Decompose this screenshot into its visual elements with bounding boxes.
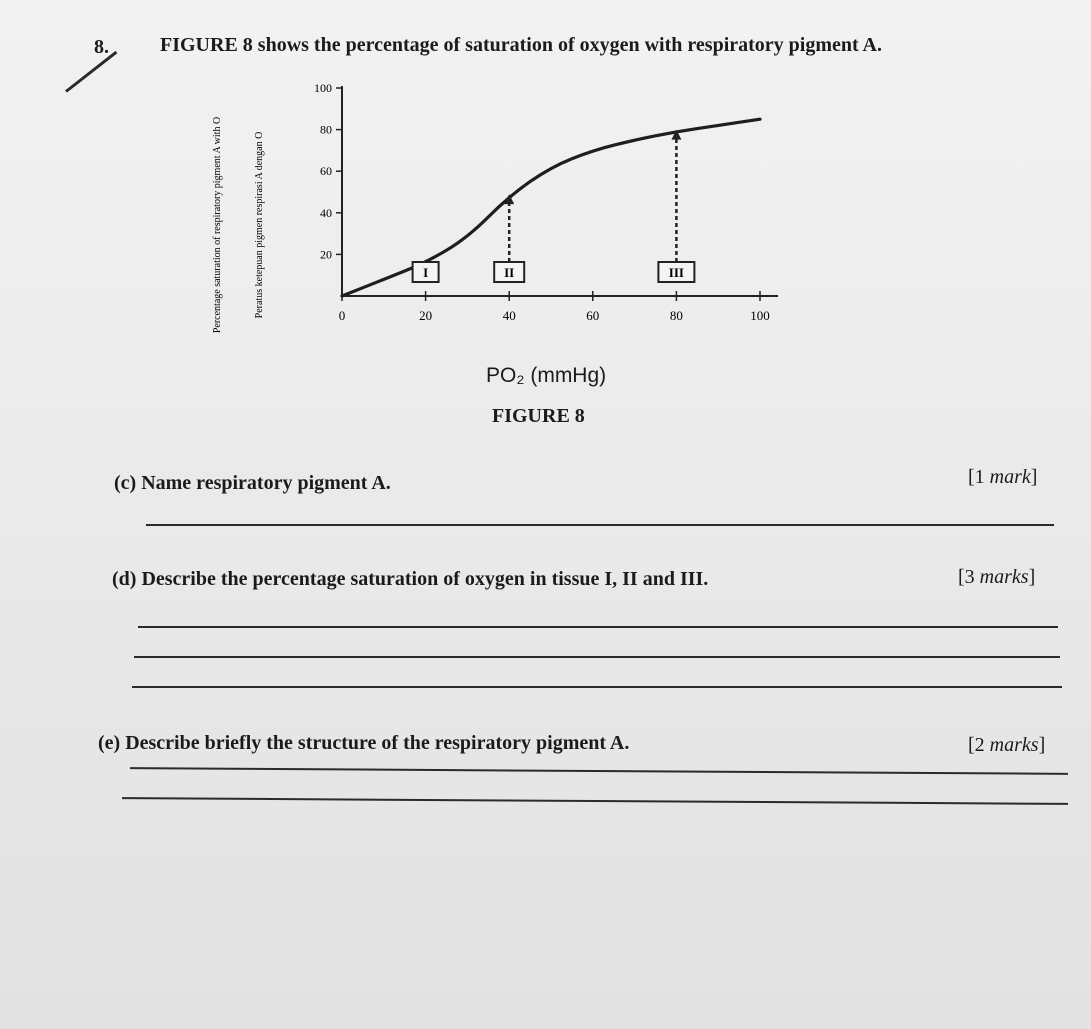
tissue-label: III	[668, 265, 684, 280]
question-tick-mark	[65, 51, 117, 93]
x-tick-label: 80	[669, 308, 683, 323]
part-e-marks: [2 marks]	[968, 734, 1046, 756]
figure-caption: FIGURE 8	[492, 405, 585, 427]
answer-line-d1[interactable]	[138, 626, 1058, 628]
y-axis-label-en: Percentage saturation of respiratory pigment A with O	[212, 116, 223, 334]
y-tick-label: 40	[320, 205, 332, 220]
answer-line-e2[interactable]	[122, 797, 1068, 805]
part-d-marks: [3 marks]	[958, 566, 1036, 588]
answer-line-c1[interactable]	[146, 524, 1054, 526]
y-axis-labels	[212, 117, 265, 333]
y-axis-label-ms: Peratus ketepuan pigmen respirasi A dengan O	[254, 131, 265, 319]
answer-line-d3[interactable]	[132, 686, 1062, 688]
x-tick-label: 100	[750, 308, 770, 323]
x-tick-label: 20	[419, 308, 433, 323]
answer-line-d2[interactable]	[134, 656, 1060, 658]
y-tick-label: 20	[320, 247, 332, 262]
question-part-d: (d) Describe the percentage saturation of oxygen in tissue I, II and III.	[112, 568, 709, 590]
question-intro: FIGURE 8 shows the percentage of saturation of oxygen with respiratory pigment A.	[160, 34, 883, 56]
saturation-curve	[342, 119, 760, 296]
chart-ticks	[314, 81, 770, 323]
y-tick-label: 80	[320, 122, 332, 137]
x-tick-label: 40	[502, 308, 516, 323]
question-part-c: (c) Name respiratory pigment A.	[114, 472, 391, 494]
chart-marks	[342, 119, 760, 296]
y-tick-label: 60	[320, 164, 332, 179]
answer-line-e1[interactable]	[130, 767, 1068, 775]
part-c-marks: [1 mark]	[968, 466, 1038, 488]
chart-axes	[342, 86, 778, 296]
question-number: 8.	[94, 36, 109, 58]
oxygen-saturation-chart	[200, 60, 800, 360]
tissue-label: I	[423, 265, 429, 280]
x-tick-label: 60	[586, 308, 600, 323]
question-part-e: (e) Describe briefly the structure of the respiratory pigment A.	[98, 732, 630, 754]
x-axis-label: PO₂ (mmHg)	[486, 364, 607, 387]
tissue-label: II	[504, 265, 515, 280]
y-tick-label: 100	[314, 81, 332, 95]
x-tick-label: 0	[338, 308, 346, 323]
